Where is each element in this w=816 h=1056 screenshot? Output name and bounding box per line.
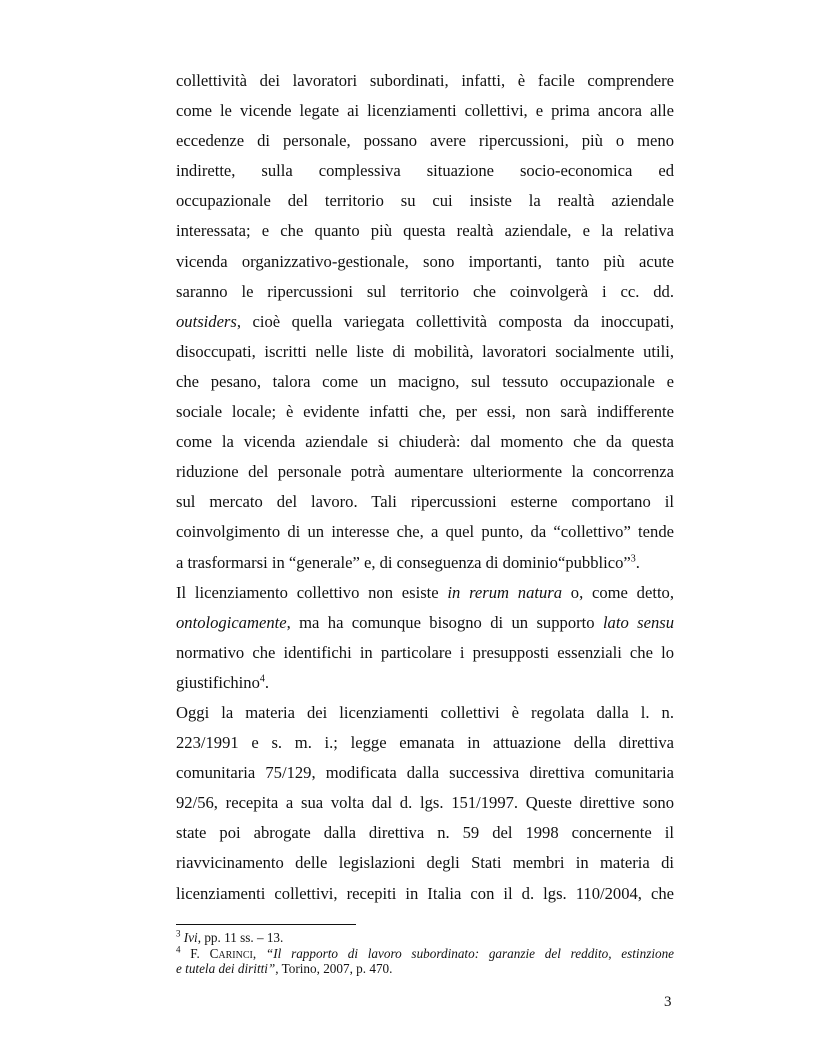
body-line: occupazionale del territorio su cui insiste la realtà aziendale [176, 191, 674, 211]
body-line: Oggi la materia dei licenziamenti collettivi è regolata dalla l. n. [176, 702, 674, 722]
body-line-after: . [635, 552, 640, 572]
footnote-number: 4 [176, 944, 181, 955]
body-line: comunitaria 75/129, modificata dalla successiva direttiva comunitaria [176, 763, 674, 783]
body-line: indirette, sulla complessiva situazione socio-economica ed [176, 161, 674, 181]
body-line: collettività dei lavoratori subordinati, infatti, è facile comprendere [176, 71, 674, 90]
footnote-4-cont [176, 961, 674, 977]
body-line [176, 548, 674, 578]
body-line: sul mercato del lavoro. Tali ripercussioni esterne comportano il [176, 492, 674, 512]
footnote-author-rest: ARINCI [218, 949, 253, 961]
body-line: licenziamenti collettivi, recepiti in Italia con il d. lgs. 110/2004, che [176, 883, 674, 903]
body-line: riduzione del personale potrà aumentare ulteriormente la concorrenza [176, 462, 674, 482]
italic-term: in rerum natura [447, 582, 563, 602]
footnote-ref-4[interactable]: 4 [259, 673, 265, 685]
footnotes [176, 930, 674, 977]
italic-term: ontologicamente [176, 612, 287, 632]
footnote-author-initial: F. C [190, 945, 219, 961]
body-line: eccedenze di personale, possano avere ripercussioni, più o meno [176, 131, 674, 151]
body-line-rest: o, come detto, [562, 582, 675, 602]
footnote-italic: Ivi [183, 930, 198, 945]
body-line: coinvolgimento di un interesse che, a quel punto, da “collettivo” tende [176, 522, 674, 542]
body-line: sociale locale; è evidente infatti che, per essi, non sarà indifferente [176, 402, 674, 422]
italic-term: lato sensu [602, 612, 674, 632]
footnote-number: 3 [176, 928, 181, 939]
footnote-3 [176, 930, 674, 946]
footnote-ref-3[interactable]: 3 [630, 552, 636, 564]
footnote-title: “Il rapporto di lavoro subordinato: garanzie del reddito, estinzione [265, 945, 675, 961]
body-line: interessata; e che quanto più questa realtà aziendale, e la relativa [176, 221, 674, 241]
body-line-pre: Il licenziamento collettivo non esiste [176, 582, 448, 602]
body-line: come la vicenda aziendale si chiuderà: dal momento che da questa [176, 432, 674, 452]
body-line-text: giustifichino [176, 672, 260, 692]
body-line [176, 668, 674, 698]
body-line-rest: , cioè quella variegata collettività composta da inoccupati, [236, 311, 674, 331]
page-number: 3 [664, 994, 672, 1010]
footnote-title: e tutela dei diritti” [176, 961, 276, 977]
body-line-rest: , ma ha comunque bisogno di un supporto [286, 612, 603, 632]
footnote-text: , pp. 11 ss. – 13. [197, 930, 284, 945]
body-line: saranno le ripercussioni sul territorio che coinvolgerà i cc. dd. [176, 281, 674, 301]
body-line: che pesano, talora come un macigno, sul tessuto occupazionale e [176, 371, 674, 391]
body-line: normativo che identifichi in particolare i presupposti essenziali che lo [176, 642, 674, 662]
body-line: riavvicinamento delle legislazioni degli Stati membri in materia di [176, 853, 674, 873]
body-line [176, 307, 674, 337]
body-line-after: . [264, 672, 270, 692]
footnote-4: $^4$ F. CARINCI, “Il rapporto di lavoro subordinato: garanzie del reddito, estinzione [176, 944, 675, 961]
footnote-text: , Torino, 2007, p. 470. [275, 961, 393, 977]
body-line: disoccupati, iscritti nelle liste di mobilità, lavoratori socialmente utili, [176, 341, 674, 361]
body-line: 92/56, recepita a sua volta dal d. lgs. 151/1997. Queste direttive sono [176, 793, 674, 813]
body-text [176, 66, 674, 909]
body-line: state poi abrogate dalla direttiva n. 59 del 1998 concernente il [176, 823, 674, 843]
body-line [176, 578, 674, 608]
italic-term: outsiders [176, 311, 237, 331]
footnote-separator [176, 924, 356, 925]
body-line-text: a trasformarsi in “generale” e, di conseguenza di dominio“pubblico” [176, 552, 631, 572]
body-line: 223/1991 e s. m. i.; legge emanata in attuazione della direttiva [176, 733, 674, 753]
body-line [176, 608, 674, 638]
body-line: vicenda organizzativo-gestionale, sono importanti, tanto più acute [176, 251, 674, 271]
body-line: come le vicende legate ai licenziamenti collettivi, e prima ancora alle [176, 101, 674, 121]
